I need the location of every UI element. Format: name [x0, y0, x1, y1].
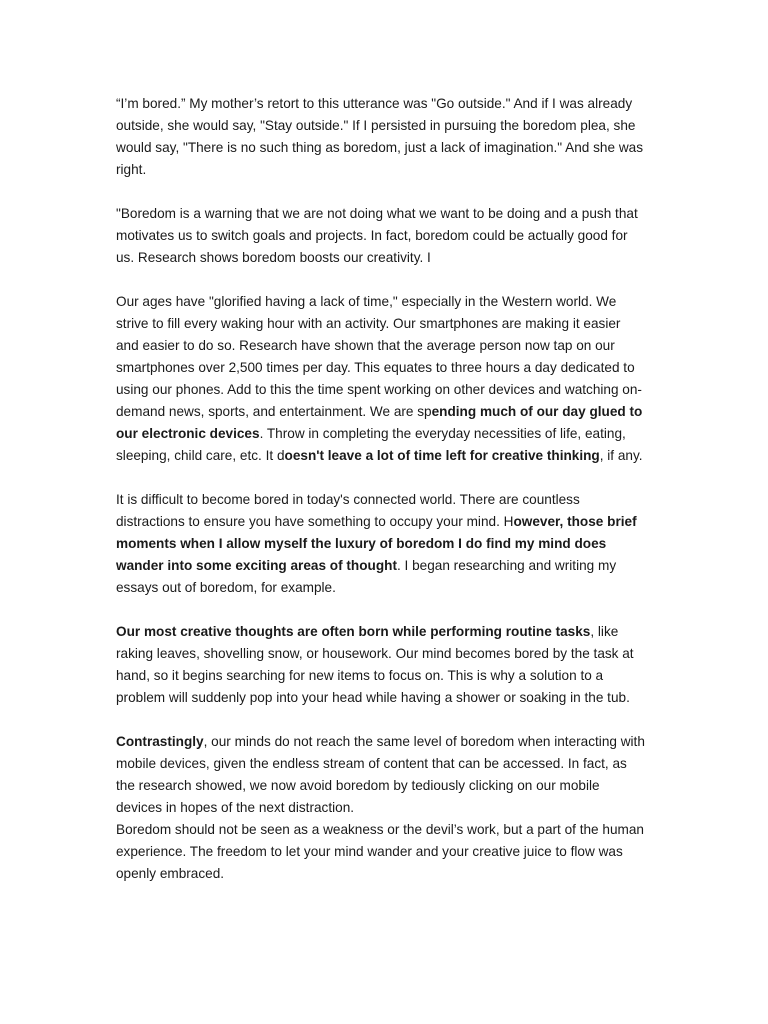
paragraph-2 [116, 203, 646, 269]
paragraph-4-text-a: It is difficult to become bored in today's connected world. There are countless distractions to ensure you have something to occupy your mind. H [116, 492, 580, 529]
paragraph-7-text: Boredom should not be seen as a weakness or the devil’s work, but a part of the human experience. The freedom to let your mind wander and your creative juice to flow was openly embraced. [116, 822, 644, 881]
paragraph-6-text: , our minds do not reach the same level of boredom when interacting with mobile devices, given the endless stream of content that can be accessed. In fact, as the research showed, we now avoid boredom by tediously clicking on our mobile devices in hopes of the next distraction. [116, 734, 645, 815]
paragraph-5-text: , like raking leaves, shovelling snow, or housework. Our mind becomes bored by the task at hand, so it begins searching for new items to focus on. This is why a solution to a problem will suddenly pop into your head while having a shower or soaking in the tub. [116, 624, 634, 705]
paragraph-4-bold: owever, those brief moments when I allow myself the luxury of boredom I do find my mind does wander into some exciting areas of thought [116, 514, 637, 573]
paragraph-3-bold-b: oesn't leave a lot of time left for creative thinking [284, 448, 600, 463]
paragraph-5 [116, 621, 646, 709]
paragraph-6 [116, 731, 646, 819]
paragraph-3-text-c: , if any. [599, 448, 643, 463]
paragraph-3-text-a: Our ages have "glorified having a lack of time," especially in the Western world. We strive to fill every waking hour with an activity. Our smartphones are making it easier and easier to do so. Research have shown that the average person now tap on our smartphones over 2,500 times per day. This equates to three hours a day dedicated to using our phones. Add to this the time spent working on other devices and watching on-demand news, sports, and entertainment. We are sp [116, 294, 642, 419]
paragraph-7 [116, 819, 646, 885]
paragraph-2-text: "Boredom is a warning that we are not doing what we want to be doing and a push that motivates us to switch goals and projects. In fact, boredom could be actually good for us. Research shows boredom boosts our creativity. I [116, 206, 638, 265]
paragraph-3-bold-a: ending much of our day glued to our electronic devices [116, 404, 643, 441]
document-page [116, 93, 646, 907]
paragraph-1-text: “I’m bored.” My mother’s retort to this utterance was "Go outside." And if I was already outside, she would say, "Stay outside." If I persisted in pursuing the boredom plea, she would say, "There is no such thing as boredom, just a lack of imagination." And she was right. [116, 96, 643, 177]
paragraph-3-text-b: . Throw in completing the everyday necessities of life, eating, sleeping, child care, etc. It d [116, 426, 626, 463]
paragraph-6-bold: Contrastingly [116, 734, 204, 749]
paragraph-3 [116, 291, 646, 467]
paragraph-1 [116, 93, 646, 181]
paragraph-5-bold: Our most creative thoughts are often born while performing routine tasks [116, 624, 591, 639]
paragraph-4 [116, 489, 646, 599]
paragraph-4-text-b: . I began researching and writing my essays out of boredom, for example. [116, 558, 617, 595]
